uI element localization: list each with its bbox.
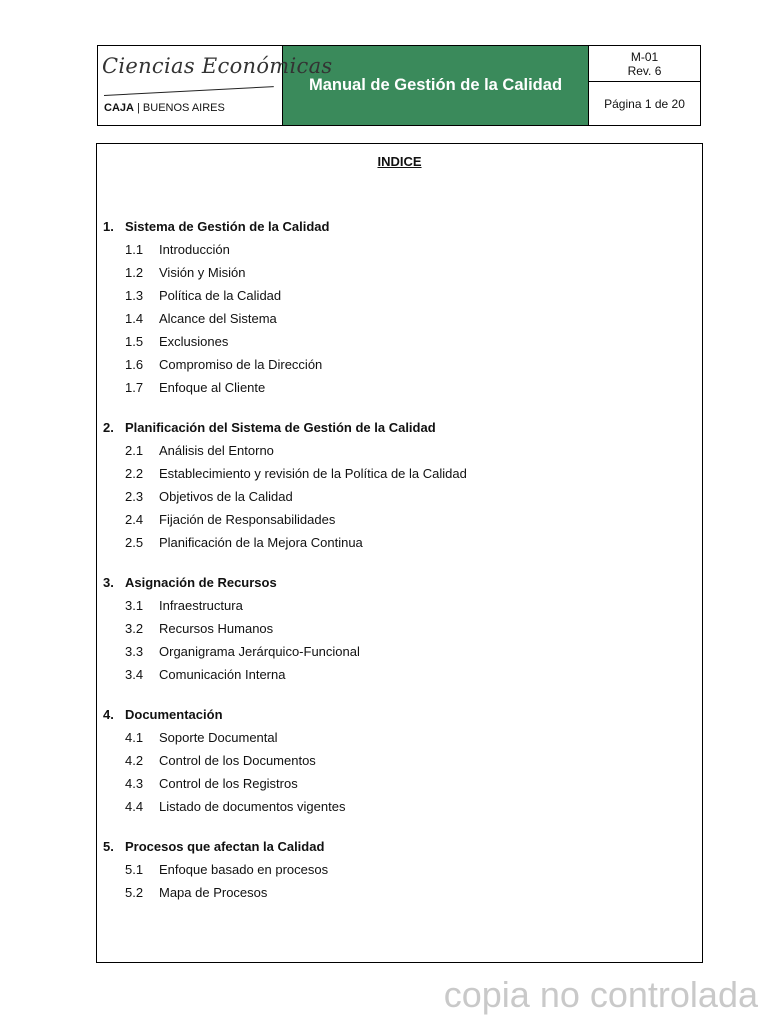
logo: [98, 46, 333, 125]
index-item: [103, 508, 702, 531]
index-item: [103, 531, 702, 554]
revision-block: [589, 46, 700, 82]
index-item: [103, 881, 702, 904]
item-label: Compromiso de la Dirección: [159, 357, 323, 372]
item-label: Alcance del Sistema: [159, 311, 277, 326]
index-item: [103, 284, 702, 307]
item-number: 1.4: [125, 311, 144, 326]
section-number: 2.: [103, 420, 114, 435]
index-item: [103, 594, 702, 617]
item-label: Enfoque basado en procesos: [159, 862, 329, 877]
item-number: 2.1: [125, 443, 144, 458]
item-number: 4.1: [125, 730, 144, 745]
section-number: 1.: [103, 219, 114, 234]
section-heading: [103, 416, 702, 439]
item-number: 2.3: [125, 489, 144, 504]
index-section: [103, 571, 702, 686]
document-header: [97, 45, 701, 126]
index-section: [103, 703, 702, 818]
index-sections: [103, 215, 702, 921]
index-item: [103, 640, 702, 663]
item-label: Análisis del Entorno: [159, 443, 274, 458]
section-title: Planificación del Sistema de Gestión de la Calidad: [125, 420, 436, 435]
section-number: 3.: [103, 575, 114, 590]
item-number: 4.3: [125, 776, 144, 791]
index-item: [103, 749, 702, 772]
index-item: [103, 376, 702, 399]
item-label: Control de los Registros: [159, 776, 298, 791]
index-item: [103, 485, 702, 508]
item-label: Control de los Documentos: [159, 753, 316, 768]
item-number: 1.6: [125, 357, 144, 372]
item-number: 1.5: [125, 334, 144, 349]
item-number: 5.1: [125, 862, 144, 877]
item-number: 2.5: [125, 535, 144, 550]
section-number: 5.: [103, 839, 114, 854]
logo-script: Ciencias Económicas: [102, 54, 333, 78]
meta-cell: [589, 46, 700, 125]
item-label: Infraestructura: [159, 598, 243, 613]
index-title: INDICE: [377, 154, 422, 169]
index-section: [103, 835, 702, 904]
index-item: [103, 353, 702, 376]
index-section: [103, 215, 702, 399]
item-label: Enfoque al Cliente: [159, 380, 266, 395]
item-label: Fijación de Responsabilidades: [159, 512, 336, 527]
index-item: [103, 330, 702, 353]
logo-subtitle: [104, 102, 225, 114]
item-label: Listado de documentos vigentes: [159, 799, 346, 814]
item-label: Política de la Calidad: [159, 288, 282, 303]
section-heading: [103, 571, 702, 594]
index-item: [103, 238, 702, 261]
revision-label: Rev. 6: [627, 63, 662, 78]
index-item: [103, 307, 702, 330]
item-label: Establecimiento y revisión de la Política de la Calidad: [159, 466, 467, 481]
index-item: [103, 726, 702, 749]
page-number-block: [589, 82, 700, 125]
section-heading: [103, 215, 702, 238]
item-label: Soporte Documental: [159, 730, 278, 745]
item-label: Mapa de Procesos: [159, 885, 268, 900]
item-number: 1.7: [125, 380, 144, 395]
item-number: 3.2: [125, 621, 144, 636]
item-number: 1.3: [125, 288, 144, 303]
item-label: Comunicación Interna: [159, 667, 286, 682]
section-title: Documentación: [125, 707, 223, 722]
item-number: 3.1: [125, 598, 144, 613]
item-label: Recursos Humanos: [159, 621, 274, 636]
index-item: [103, 772, 702, 795]
item-number: 4.2: [125, 753, 144, 768]
logo-sub-rest: | BUENOS AIRES: [133, 102, 225, 114]
index-item: [103, 858, 702, 881]
document-title: Manual de Gestión de la Calidad: [308, 76, 563, 94]
item-number: 1.2: [125, 265, 144, 280]
item-number: 4.4: [125, 799, 144, 814]
index-item: [103, 795, 702, 818]
item-number: 2.4: [125, 512, 144, 527]
item-number: 1.1: [125, 242, 144, 257]
section-title: Sistema de Gestión de la Calidad: [125, 219, 330, 234]
index-section: [103, 416, 702, 554]
logo-sub-bold: CAJA: [104, 102, 134, 114]
section-title: Asignación de Recursos: [125, 575, 277, 590]
index-item: [103, 439, 702, 462]
item-number: 2.2: [125, 466, 144, 481]
section-number: 4.: [103, 707, 114, 722]
index-item: [103, 462, 702, 485]
item-label: Objetivos de la Calidad: [159, 489, 293, 504]
section-title: Procesos que afectan la Calidad: [125, 839, 325, 854]
item-number: 3.3: [125, 644, 144, 659]
item-label: Visión y Misión: [159, 265, 246, 280]
item-label: Organigrama Jerárquico-Funcional: [159, 644, 360, 659]
index-item: [103, 617, 702, 640]
index-box: [96, 143, 703, 963]
index-item: [103, 663, 702, 686]
item-label: Planificación de la Mejora Continua: [159, 535, 363, 550]
item-label: Exclusiones: [159, 334, 229, 349]
item-label: Introducción: [159, 242, 230, 257]
index-item: [103, 261, 702, 284]
item-number: 5.2: [125, 885, 144, 900]
section-heading: [103, 835, 702, 858]
document-code: M-01: [630, 49, 659, 64]
page-number: Página 1 de 20: [604, 96, 685, 111]
logo-underline: [104, 86, 274, 96]
item-number: 3.4: [125, 667, 144, 682]
watermark: copia no controlada: [443, 974, 758, 1015]
section-heading: [103, 703, 702, 726]
